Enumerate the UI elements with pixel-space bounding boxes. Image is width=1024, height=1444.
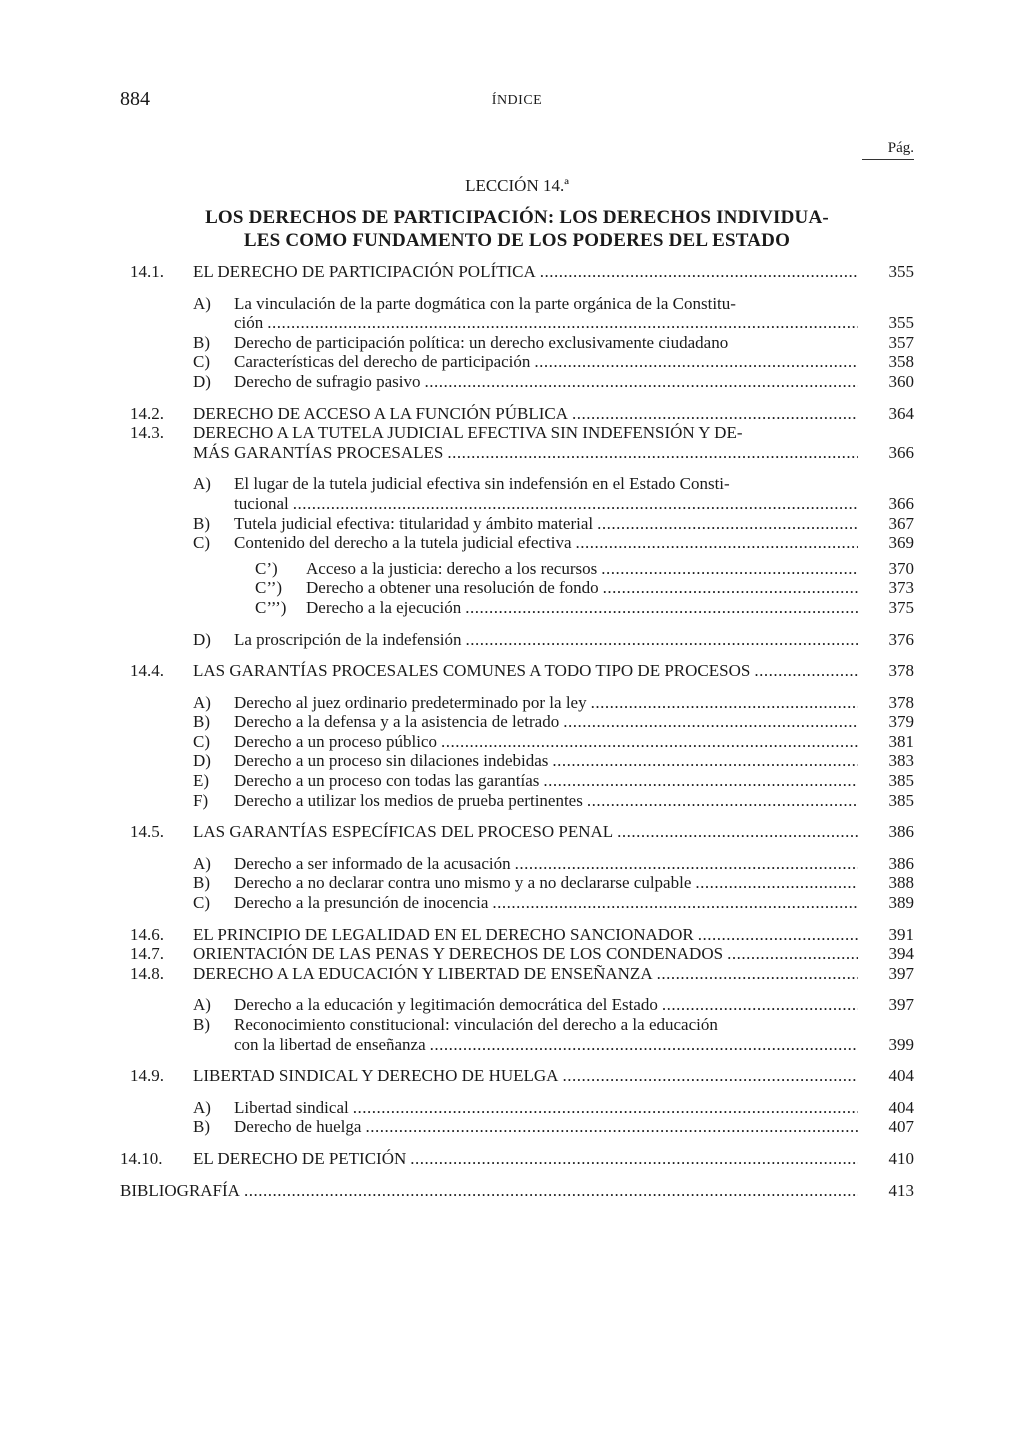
section-number: 14.6. — [130, 924, 164, 944]
entry-title-continuation: MÁS GARANTÍAS PROCESALES ..... — [193, 443, 858, 463]
toc-subsection[interactable] — [120, 333, 914, 353]
subsection-letter: B) — [193, 712, 210, 732]
toc-bibliography[interactable] — [120, 1181, 914, 1201]
page-ref: 404 — [888, 1097, 914, 1117]
toc-subsubsection[interactable] — [120, 559, 914, 579]
chapter-title-line: LOS DERECHOS DE PARTICIPACIÓN: LOS DERECHOS INDIVIDUA- — [205, 207, 829, 228]
entry-title: LAS GARANTÍAS PROCESALES COMUNES A TODO TIPO DE PROCESOS ..... — [193, 661, 858, 681]
subsection-letter: D) — [193, 751, 211, 771]
page-ref: 358 — [888, 352, 914, 372]
lesson-heading: LECCIÓN 14.ª — [465, 176, 569, 195]
entry-title: DERECHO A LA EDUCACIÓN Y LIBERTAD DE ENSEÑANZA ..... — [193, 964, 858, 984]
entry-title: Derecho a la ejecución ..... — [306, 598, 858, 618]
page-number: 884 — [120, 88, 150, 110]
toc-subsection[interactable] — [120, 854, 914, 874]
page-ref: 389 — [888, 893, 914, 913]
page-ref: 378 — [888, 661, 914, 681]
toc-subsection[interactable] — [120, 712, 914, 732]
page-column-label: Pág. — [862, 140, 914, 160]
entry-title: El lugar de la tutela judicial efectiva sin indefensión en el Estado Consti- — [234, 474, 730, 494]
toc-subsection[interactable] — [120, 995, 914, 1015]
subsection-letter: C) — [193, 533, 210, 553]
page-ref: 385 — [888, 790, 914, 810]
section-number: 14.4. — [130, 661, 164, 681]
page-ref: 378 — [888, 692, 914, 712]
entry-title: EL DERECHO DE PARTICIPACIÓN POLÍTICA ..... — [193, 262, 858, 282]
section-number: 14.7. — [130, 944, 164, 964]
subsection-letter: C) — [193, 731, 210, 751]
page-ref: 355 — [888, 262, 914, 281]
toc-section[interactable] — [120, 404, 914, 424]
subsection-letter: A) — [193, 692, 211, 712]
entry-title: Derecho de participación política: un derecho exclusivamente ciudadano — [234, 332, 729, 352]
entry-title: Derecho a la presunción de inocencia ..... — [234, 893, 858, 913]
toc-subsection[interactable] — [120, 372, 914, 392]
page-ref: 391 — [888, 924, 914, 944]
entry-title: Derecho a no declarar contra uno mismo y a no declararse culpable ..... — [234, 873, 858, 893]
entry-title: Derecho al juez ordinario predeterminado por la ley ..... — [234, 693, 858, 713]
subsection-letter: A) — [193, 474, 211, 494]
page-ref: 383 — [888, 751, 914, 771]
entry-title: Acceso a la justicia: derecho a los recursos ..... — [306, 559, 858, 579]
subsection-letter: C) — [193, 893, 210, 913]
toc-section[interactable] — [120, 964, 914, 984]
entry-title: LIBERTAD SINDICAL Y DERECHO DE HUELGA ..... — [193, 1066, 858, 1086]
page-ref: 366 — [888, 442, 914, 462]
subsection-letter: B) — [193, 513, 210, 533]
entry-title: DERECHO DE ACCESO A LA FUNCIÓN PÚBLICA ..... — [193, 404, 858, 424]
page-ref: 394 — [888, 944, 914, 964]
toc-subsection[interactable] — [120, 873, 914, 893]
entry-title: La proscripción de la indefensión ..... — [234, 630, 858, 650]
entry-title: Reconocimiento constitucional: vinculación del derecho a la educación — [234, 1015, 718, 1034]
entry-title: Derecho a un proceso sin dilaciones indebidas ..... — [234, 751, 858, 771]
section-number: 14.3. — [130, 423, 164, 443]
entry-title-continuation: ción ..... — [234, 313, 858, 333]
entry-title: LAS GARANTÍAS ESPECÍFICAS DEL PROCESO PENAL ..... — [193, 822, 858, 842]
page-ref: 404 — [888, 1066, 914, 1086]
toc-subsection[interactable] — [120, 352, 914, 372]
toc-subsection[interactable] — [120, 630, 914, 650]
entry-title: DERECHO A LA TUTELA JUDICIAL EFECTIVA SIN INDEFENSIÓN Y DE- — [193, 423, 743, 443]
page-ref: 397 — [888, 995, 914, 1015]
page-ref: 388 — [888, 873, 914, 893]
entry-title: Derecho a un proceso público ..... — [234, 732, 858, 752]
toc-section[interactable] — [120, 1149, 914, 1169]
entry-title: Contenido del derecho a la tutela judicial efectiva ..... — [234, 533, 858, 553]
toc-section[interactable] — [120, 822, 914, 842]
entry-title: Derecho a utilizar los medios de prueba pertinentes ..... — [234, 791, 858, 811]
page-ref: 379 — [888, 712, 914, 732]
chapter-title — [120, 206, 914, 252]
subsection-letter: B) — [193, 1117, 210, 1137]
entry-title: Derecho de sufragio pasivo ..... — [234, 372, 858, 392]
section-number: 14.8. — [130, 963, 164, 983]
subsubsection-letter: C’) — [255, 558, 278, 578]
page-ref: 355 — [888, 313, 914, 333]
toc-subsection[interactable] — [120, 514, 914, 534]
toc-section[interactable] — [120, 423, 914, 462]
entry-title: Derecho a un proceso con todas las garantías ..... — [234, 771, 858, 791]
page-ref: 410 — [888, 1148, 914, 1168]
subsection-letter: C) — [193, 352, 210, 372]
page-ref: 381 — [888, 731, 914, 751]
toc-subsubsection[interactable] — [120, 578, 914, 598]
page-ref: 357 — [888, 332, 914, 352]
page-ref: 413 — [888, 1180, 914, 1200]
subsection-letter: F) — [193, 790, 209, 810]
page-ref: 375 — [888, 597, 914, 617]
subsection-letter: A) — [193, 995, 211, 1015]
entry-title: Libertad sindical ..... — [234, 1098, 858, 1118]
page-ref: 407 — [888, 1117, 914, 1137]
subsection-letter: B) — [193, 332, 210, 352]
toc-subsection[interactable] — [120, 893, 914, 913]
running-title: ÍNDICE — [491, 93, 543, 108]
entry-title: EL PRINCIPIO DE LEGALIDAD EN EL DERECHO SANCIONADOR ..... — [193, 925, 858, 945]
page-ref: 360 — [888, 371, 914, 391]
toc-subsection[interactable] — [120, 732, 914, 752]
table-of-contents — [120, 262, 914, 1200]
subsubsection-letter: C’’) — [255, 578, 283, 598]
toc-section[interactable] — [120, 1066, 914, 1086]
entry-title: BIBLIOGRAFÍA ..... — [120, 1181, 858, 1201]
subsection-letter: A) — [193, 853, 211, 873]
subsection-letter: A) — [193, 293, 211, 313]
subsubsection-letter: C’’’) — [255, 597, 287, 617]
page-ref: 369 — [888, 533, 914, 553]
entry-title: Derecho de huelga ..... — [234, 1117, 858, 1137]
section-number: 14.5. — [130, 822, 164, 842]
toc-subsection[interactable] — [120, 751, 914, 771]
page-ref: 385 — [888, 771, 914, 791]
toc-subsection[interactable] — [120, 791, 914, 811]
page-ref: 366 — [888, 493, 914, 513]
toc-subsection[interactable] — [120, 1098, 914, 1118]
toc-section[interactable] — [120, 661, 914, 681]
page-ref: 386 — [888, 853, 914, 873]
subsection-letter: D) — [193, 371, 211, 391]
toc-subsection[interactable] — [120, 771, 914, 791]
chapter-title-line: LES COMO FUNDAMENTO DE LOS PODERES DEL ESTADO — [243, 230, 791, 251]
page-ref: 364 — [888, 403, 914, 423]
toc-subsubsection[interactable] — [120, 598, 914, 618]
section-number: 14.1. — [130, 262, 164, 281]
toc-section[interactable] — [120, 925, 914, 945]
page-ref: 376 — [888, 629, 914, 649]
section-number: 14.2. — [130, 403, 164, 423]
page-header — [120, 88, 914, 116]
toc-subsection[interactable] — [120, 294, 914, 333]
entry-title: Tutela judicial efectiva: titularidad y ámbito material ..... — [234, 514, 858, 534]
toc-subsection[interactable] — [120, 693, 914, 713]
page-ref: 386 — [888, 822, 914, 842]
subsection-letter: B) — [193, 873, 210, 893]
page-ref: 367 — [888, 513, 914, 533]
page-ref: 370 — [888, 558, 914, 578]
toc-section[interactable] — [120, 262, 914, 282]
entry-title: Derecho a ser informado de la acusación ..... — [234, 854, 858, 874]
toc-subsection[interactable] — [120, 474, 914, 513]
page-ref: 399 — [888, 1034, 914, 1054]
entry-title: Derecho a la educación y legitimación democrática del Estado ..... — [234, 995, 858, 1015]
page-ref: 373 — [888, 578, 914, 598]
subsection-letter: B) — [193, 1015, 210, 1034]
entry-title: Derecho a obtener una resolución de fondo ..... — [306, 578, 858, 598]
subsection-letter: A) — [193, 1097, 211, 1117]
entry-title: La vinculación de la parte dogmática con la parte orgánica de la Constitu- — [234, 293, 736, 313]
toc-subsection[interactable] — [120, 1015, 914, 1054]
subsection-letter: E) — [193, 771, 210, 791]
entry-title-continuation: tucional ..... — [234, 494, 858, 514]
subsection-letter: D) — [193, 629, 211, 649]
entry-title: Derecho a la defensa y a la asistencia de letrado ..... — [234, 712, 858, 732]
toc-section[interactable] — [120, 944, 914, 964]
entry-title: ORIENTACIÓN DE LAS PENAS Y DERECHOS DE LOS CONDENADOS ..... — [193, 944, 858, 964]
section-number: 14.10. — [120, 1148, 163, 1168]
entry-title-continuation: con la libertad de enseñanza ..... — [234, 1035, 858, 1055]
page-ref: 397 — [888, 963, 914, 983]
section-number: 14.9. — [130, 1066, 164, 1086]
entry-title: EL DERECHO DE PETICIÓN ..... — [193, 1149, 858, 1169]
toc-subsection[interactable] — [120, 533, 914, 553]
toc-subsection[interactable] — [120, 1117, 914, 1137]
entry-title: Características del derecho de participación ..... — [234, 352, 858, 372]
